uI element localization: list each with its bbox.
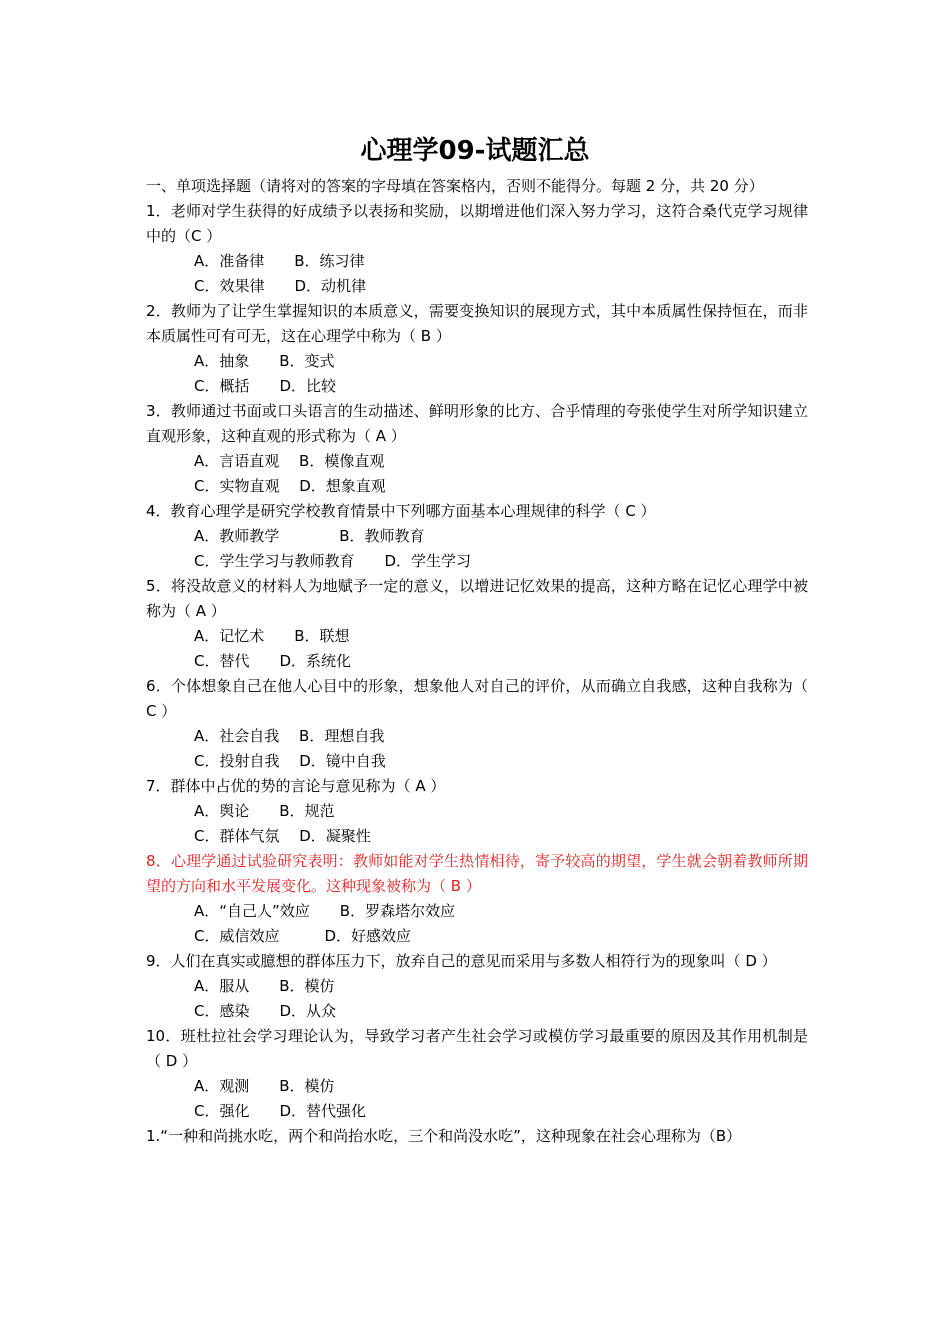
question-11: 1.“一种和尚挑水吃，两个和尚抬水吃，三个和尚没水吃”，这种现象在社会心理称为（B） (146, 1127, 742, 1145)
question-6: 6．个体想象自己在他人心目中的形象，想象他人对自己的评价，从而确立自我感，这种自我称为（ C ） (146, 677, 808, 720)
question-2: 2．教师为了让学生掌握知识的本质意义，需要变换知识的展现方式，其中本质属性保持恒在，而非本质属性可有可无，这在心理学中称为（ B ） (146, 302, 808, 345)
question-6-options-cd: C．投射自我 D．镜中自我 (194, 752, 386, 770)
question-9: 9．人们在真实或臆想的群体压力下，放弃自己的意见而采用与多数人相符行为的现象叫（ D ） (146, 952, 777, 970)
question-6-options-ab: A．社会自我 B．理想自我 (194, 727, 385, 745)
question-3-options-cd: C．实物直观 D．想象直观 (194, 477, 386, 495)
question-1-options-ab: A．准备律 B．练习律 (194, 252, 365, 270)
question-3-options-ab: A．言语直观 B．模像直观 (194, 452, 385, 470)
question-3: 3．教师通过书面或口头语言的生动描述、鲜明形象的比方、合乎情理的夸张使学生对所学知识建立直观形象，这种直观的形式称为（ A ） (146, 402, 808, 445)
question-8-options-cd: C．威信效应 D．好感效应 (194, 927, 412, 945)
question-10-options-ab: A．观测 B．模仿 (194, 1077, 335, 1095)
question-7-options-ab: A．舆论 B．规范 (194, 802, 335, 820)
question-4-options-cd: C．学生学习与教师教育 D．学生学习 (194, 552, 472, 570)
question-2-options-ab: A．抽象 B．变式 (194, 352, 335, 370)
question-10-options-cd: C．强化 D．替代强化 (194, 1102, 367, 1120)
question-2-options-cd: C．概括 D．比较 (194, 377, 337, 395)
section-heading: 一、单项选择题（请将对的答案的字母填在答案格内，否则不能得分。每题 2 分，共 20 分） (146, 177, 764, 195)
question-10: 10．班杜拉社会学习理论认为，导致学习者产生社会学习或模仿学习最重要的原因及其作用机制是（ D ） (146, 1027, 808, 1070)
question-5-options-ab: A．记忆术 B．联想 (194, 627, 350, 645)
question-1-options-cd: C．效果律 D．动机律 (194, 277, 367, 295)
question-4: 4．教育心理学是研究学校教育情景中下列哪方面基本心理规律的科学（ C ） (146, 502, 656, 520)
question-5: 5．将没故意义的材料人为地赋予一定的意义，以增进记忆效果的提高，这种方略在记忆心理学中被称为（ A ） (146, 577, 808, 620)
question-9-options-ab: A．服从 B．模仿 (194, 977, 335, 995)
question-4-options-ab: A．教师教学 B．教师教育 (194, 527, 425, 545)
document-body (146, 174, 808, 1149)
question-9-options-cd: C．感染 D．从众 (194, 1002, 337, 1020)
question-8-options-ab: A．“自己人”效应 B．罗森塔尔效应 (194, 902, 456, 920)
document-title: 心理学09-试题汇总 (360, 136, 590, 166)
question-7-options-cd: C．群体气氛 D．凝聚性 (194, 827, 371, 845)
question-7: 7．群体中占优的势的言论与意见称为（ A ） (146, 777, 446, 795)
question-1: 1．老师对学生获得的好成绩予以表扬和奖励，以期增进他们深入努力学习，这符合桑代克学习规律中的（C ） (146, 202, 808, 245)
question-8-highlighted: 8．心理学通过试验研究表明：教师如能对学生热情相待，寄予较高的期望，学生就会朝着教师所期望的方向和水平发展变化。这种现象被称为（ B ） (146, 852, 808, 895)
question-5-options-cd: C．替代 D．系统化 (194, 652, 352, 670)
